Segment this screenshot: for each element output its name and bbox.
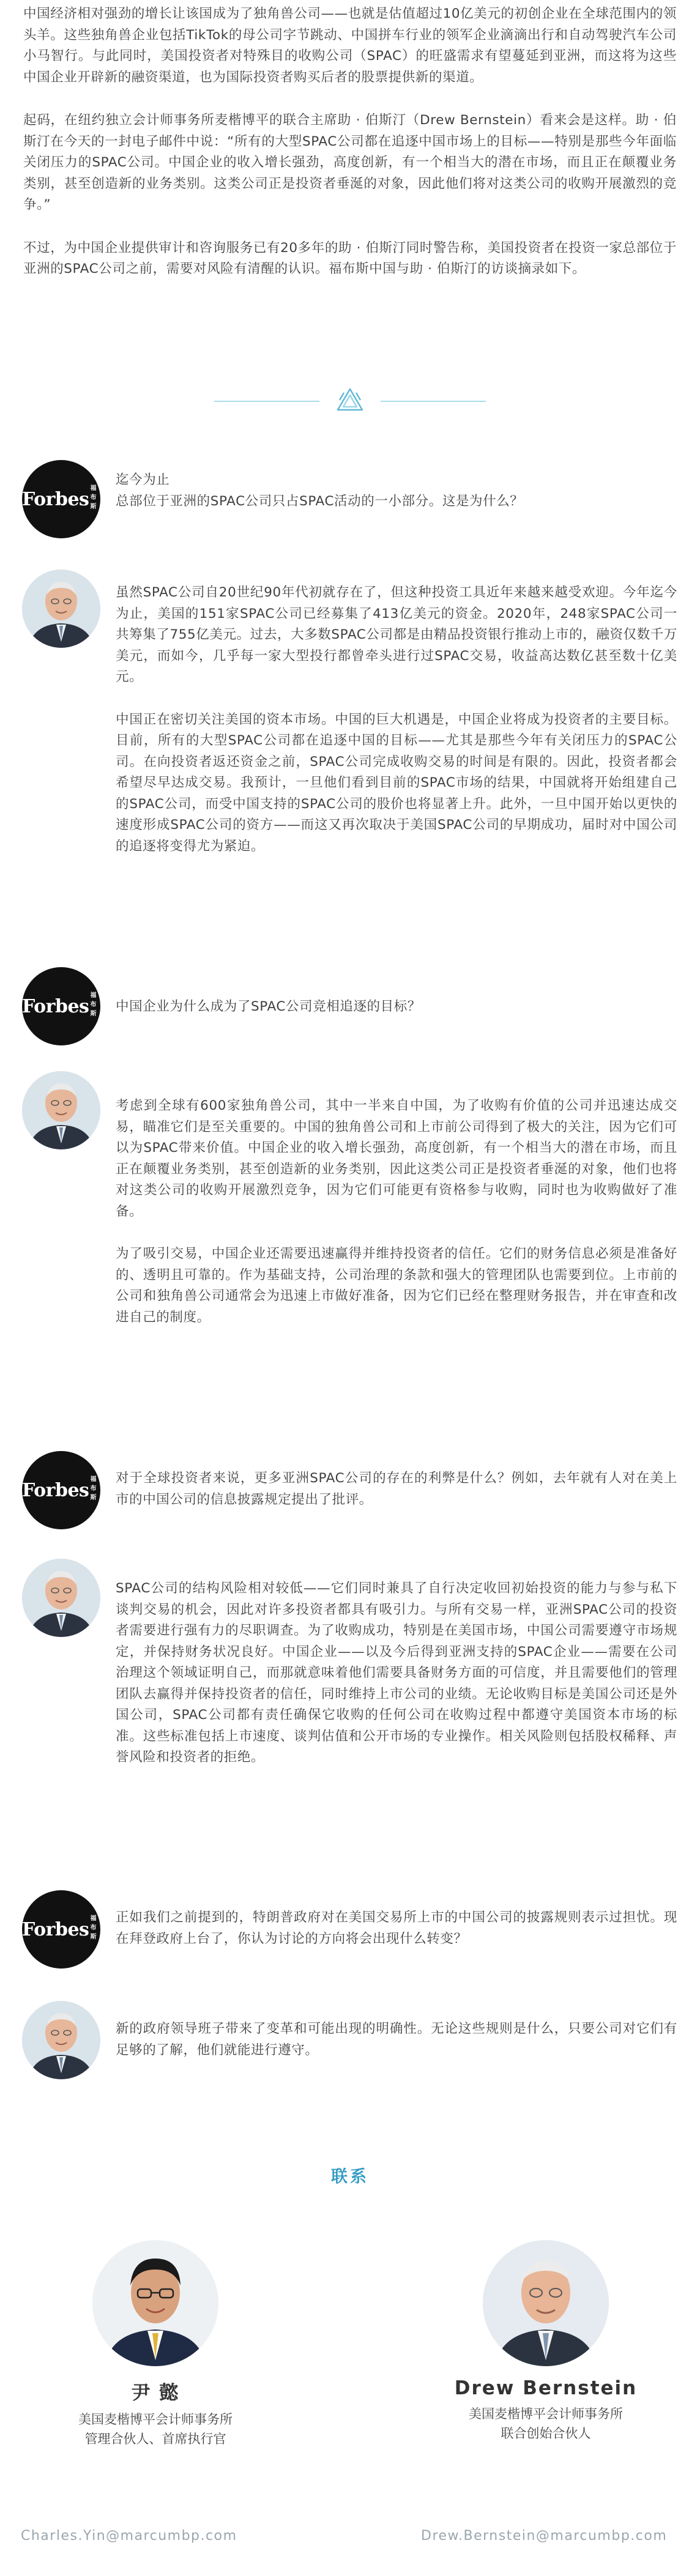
contact-person-2 — [411, 2240, 680, 2443]
person-photo — [483, 2240, 609, 2366]
forbes-logo-text: Forbes — [22, 1918, 89, 1940]
person-photo — [22, 2001, 100, 2079]
intro-paragraph: 不过，为中国企业提供审计和咨询服务已有20多年的助 · 伯斯汀同时警告称，美国投资者在投资一家总部位于亚洲的SPAC公司之前，需要对风险有清醒的认识。福布斯中国与助 · 伯斯汀的访谈摘录如下。 — [23, 240, 677, 277]
email-link[interactable]: Charles.Yin@marcumbp.com — [21, 2528, 237, 2544]
answer-text — [116, 1578, 677, 1790]
forbes-logo — [22, 1890, 100, 1969]
intro-section — [23, 4, 677, 302]
forbes-logo — [22, 967, 100, 1045]
contact-title: 联系 — [331, 2167, 369, 2186]
answer-paragraph: SPAC公司的结构风险相对较低——它们同时兼具了自行决定收回初始投资的能力与参与私下谈判交易的机会，因此对许多投资者都具有吸引力。与所有交易一样，亚洲SPAC公司的投资者需要进行强有力的尽职调查。为了收购成功，特别是在美国市场，中国公司需要遵守市场规定，并保持财务状况良好。中国企业——以及今后得到亚洲支持的SPAC企业——需要在公司治理这个领域证明自己，而那就意味着他们需要具备财务方面的可信度，并且需要他们的管理团队去赢得并保持投资者的信任，同时维持上市公司的业绩。无论收购目标是美国公司还是外国公司，SPAC公司都有责任确保它收购的任何公司在收购过程中都遵守美国资本市场的标准。这些标准包括上市速度、谈判估值和公开市场的专业操作。相关风险则包括股权稀释、声誉风险和投资者的拒绝。 — [116, 1581, 677, 1765]
question-text: 中国企业为什么成为了SPAC公司竞相追逐的目标？ — [116, 999, 421, 1014]
forbes-logo — [22, 1451, 100, 1529]
avatar — [483, 2240, 609, 2366]
person-photo — [22, 1071, 100, 1149]
avatar — [22, 570, 100, 648]
forbes-logo-sub: 福布斯 — [90, 484, 97, 510]
avatar — [92, 2240, 218, 2366]
intro-paragraph: 起码，在纽约独立会计师事务所麦楷博平的联合主席助 · 伯斯汀（Drew Bernstein）看来会是这样。助 · 伯斯汀在今天的一封电子邮件中说：“所有的大型SPAC公司都在追逐中国市场上的目标——特别是那些今年面临关闭压力的SPAC公司。中国企业的收入增长强劲，高度创新，有一个相当大的潜在市场，而且正在颠覆业务类别，甚至创造新的业务类别。这类公司正是投资者垂涎的对象，因此他们将对这类公司的收购开展激烈的竞争。” — [23, 113, 677, 212]
forbes-logo-text: Forbes — [22, 488, 89, 510]
person-photo — [22, 570, 100, 648]
answer-paragraph: 新的政府领导班子带来了变革和可能出现的明确性。无论这些规则是什么，只要公司对它们有足够的了解，他们就能进行遵守。 — [116, 2021, 677, 2058]
answer-paragraph: 考虑到全球有600家独角兽公司，其中一半来自中国，为了收购有价值的公司并迅速达成交易，瞄准它们是至关重要的。中国的独角兽公司和上市前公司得到了极大的关注，因为它们可以为SPAC带来价值。中国企业的收入增长强劲，高度创新，有一个相当大的潜在市场，而且正在颠覆业务类别，甚至创造新的业务类别，因此这类公司正是投资者垂涎的对象，他们也将对这类公司的收购开展激烈竞争，因为它们可能更有资格参与收购，同时也为收购做好了准备。 — [116, 1098, 677, 1219]
answer-text — [116, 2019, 677, 2082]
person-role: 美国麦楷博平会计师事务所 — [469, 2407, 623, 2421]
forbes-logo-sub: 福布斯 — [90, 1915, 97, 1940]
intro-paragraph: 中国经济相对强劲的增长让该国成为了独角兽公司——也就是估值超过10亿美元的初创企业在全球范围内的领头羊。这些独角兽企业包括TikTok的母公司字节跳动、中国拼车行业的领军企业滴滴出行和自动驾驶汽车公司小马智行。与此同时，美国投资者对特殊目的收购公司（SPAC）的旺盛需求有望蔓延到亚洲，而这将为这些中国企业开辟新的融资渠道，也为国际投资者购买后者的股票提供新的渠道。 — [23, 6, 677, 85]
forbes-logo — [22, 460, 100, 538]
avatar — [22, 2001, 100, 2079]
email-link[interactable]: Drew.Bernstein@marcumbp.com — [421, 2528, 668, 2544]
forbes-logo-sub: 福布斯 — [90, 1475, 97, 1501]
avatar — [22, 1071, 100, 1149]
person-name: Drew Bernstein — [454, 2377, 638, 2399]
forbes-logo-text: Forbes — [22, 995, 89, 1017]
question-text: 正如我们之前提到的，特朗普政府对在美国交易所上市的中国公司的披露规则表示过担忧。现在拜登政府上台了，你认为讨论的方向将会出现什么转变？ — [116, 1910, 677, 1947]
person-photo — [22, 1559, 100, 1637]
answer-paragraph: 为了吸引交易，中国企业还需要迅速赢得并维持投资者的信任。它们的财务信息必须是准备好的、透明且可靠的。作为基础支持，公司治理的条款和强大的管理团队也需要到位。上市前的公司和独角兽公司通常会为迅速上市做好准备，因为它们已经在整理财务报告，并在审查和改进自己的制度。 — [116, 1246, 677, 1325]
person-title: 联合创始合伙人 — [501, 2426, 591, 2441]
answer-paragraph: 虽然SPAC公司自20世纪90年代初就存在了，但这种投资工具近年来越来越受欢迎。今年迄今为止，美国的151家SPAC公司已经募集了413亿美元的资金。2020年，248家SPAC公司一共筹集了755亿美元。过去，大多数SPAC公司都是由精品投资银行推动上市的，融资仅数千万美元，而如今，几乎每一家大型投行都曾牵头进行过SPAC交易，收益高达数亿甚至数十亿美元。 — [116, 585, 677, 685]
section-divider — [0, 385, 700, 417]
forbes-logo-sub: 福布斯 — [90, 992, 97, 1017]
person-name: 尹 懿 — [131, 2382, 180, 2404]
answer-text — [116, 582, 677, 878]
avatar — [22, 1559, 100, 1637]
person-title: 管理合伙人、首席执行官 — [84, 2432, 226, 2446]
forbes-logo-text: Forbes — [22, 1479, 89, 1501]
answer-paragraph: 中国正在密切关注美国的资本市场。中国的巨大机遇是，中国企业将成为投资者的主要目标。目前，所有的大型SPAC公司都在追逐中国的目标——尤其是那些今年有关闭压力的SPAC公司。在向投资者返还资金之前，SPAC公司完成收购交易的时间是有限的。因此，投资者都会希望尽早达成交易。我预计，一旦他们看到目前的SPAC市场的结果，中国就将开始组建自己的SPAC公司，而受中国支持的SPAC公司的股价也将显著上升。此外，一旦中国开始以更快的速度形成SPAC公司的资方——而这又再次取决于美国SPAC公司的早期成功，届时对中国公司的追逐将变得尤为紧迫。 — [116, 711, 677, 854]
person-role: 美国麦楷博平会计师事务所 — [78, 2412, 233, 2427]
recycle-icon — [338, 389, 362, 410]
person-photo — [92, 2240, 218, 2366]
question-text: 对于全球投资者来说，更多亚洲SPAC公司的存在的利弊是什么？例如，去年就有人对在美上市的中国公司的信息披露规定提出了批评。 — [116, 1471, 677, 1507]
answer-text — [116, 1096, 677, 1349]
contact-person-1 — [21, 2240, 290, 2449]
question-text: 迄今为止 总部位于亚洲的SPAC公司只占SPAC活动的一小部分。这是为什么？ — [116, 472, 524, 509]
